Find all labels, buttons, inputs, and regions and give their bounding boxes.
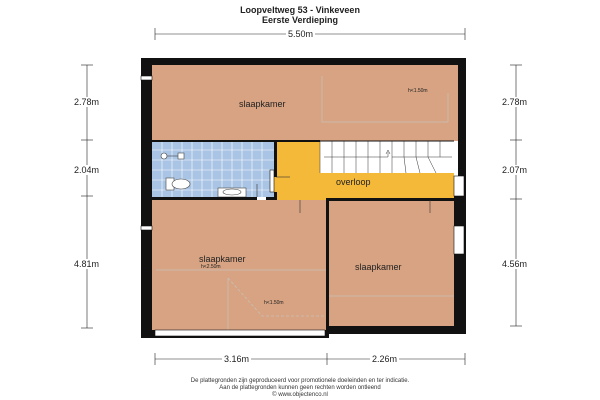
right-bottom-label: 4.56m bbox=[502, 259, 528, 269]
left-middle-label: 2.04m bbox=[74, 165, 100, 175]
right-middle-label: 2.07m bbox=[502, 165, 528, 175]
floor-top-bedroom bbox=[152, 65, 458, 141]
room-label-bottom-right-bedroom: slaapkamer bbox=[355, 262, 402, 272]
left-bottom-label: 4.81m bbox=[74, 259, 100, 269]
height-note-top-right: h<1.50m bbox=[408, 88, 428, 94]
bottom-dimension-line bbox=[155, 353, 465, 365]
height-note-bottom-left-lower: h<1.50m bbox=[264, 300, 284, 306]
right-top-label: 2.78m bbox=[502, 97, 528, 107]
footer-disclaimer-line1: De plattegronden zijn geproduceerd voor promotionele doeleinden en ter indicatie. bbox=[190, 378, 410, 384]
room-label-bottom-left-bedroom: slaapkamer bbox=[199, 254, 246, 264]
plan-floor-name: Eerste Verdieping bbox=[261, 15, 339, 25]
footer-disclaimer-line2: Aan de plattegronden kunnen geen rechten worden ontleend bbox=[219, 385, 381, 391]
left-top-label: 2.78m bbox=[74, 97, 100, 107]
height-note-bottom-left-upper: h<2.50m bbox=[201, 264, 221, 270]
room-label-landing: overloop bbox=[336, 177, 371, 187]
toilet-icon bbox=[166, 178, 190, 190]
room-label-top-bedroom: slaapkamer bbox=[239, 99, 286, 109]
staircase bbox=[320, 141, 454, 173]
sink-icon bbox=[218, 188, 246, 197]
bottom-right-label: 2.26m bbox=[372, 354, 398, 364]
bottom-left-label: 3.16m bbox=[224, 354, 250, 364]
floor-bottom-left-bedroom bbox=[152, 200, 326, 330]
plan-address: Loopveltweg 53 - Vinkeveen bbox=[240, 5, 360, 15]
top-width-label: 5.50m bbox=[288, 29, 314, 39]
footer-copyright: © www.objectenco.nl bbox=[272, 392, 328, 398]
